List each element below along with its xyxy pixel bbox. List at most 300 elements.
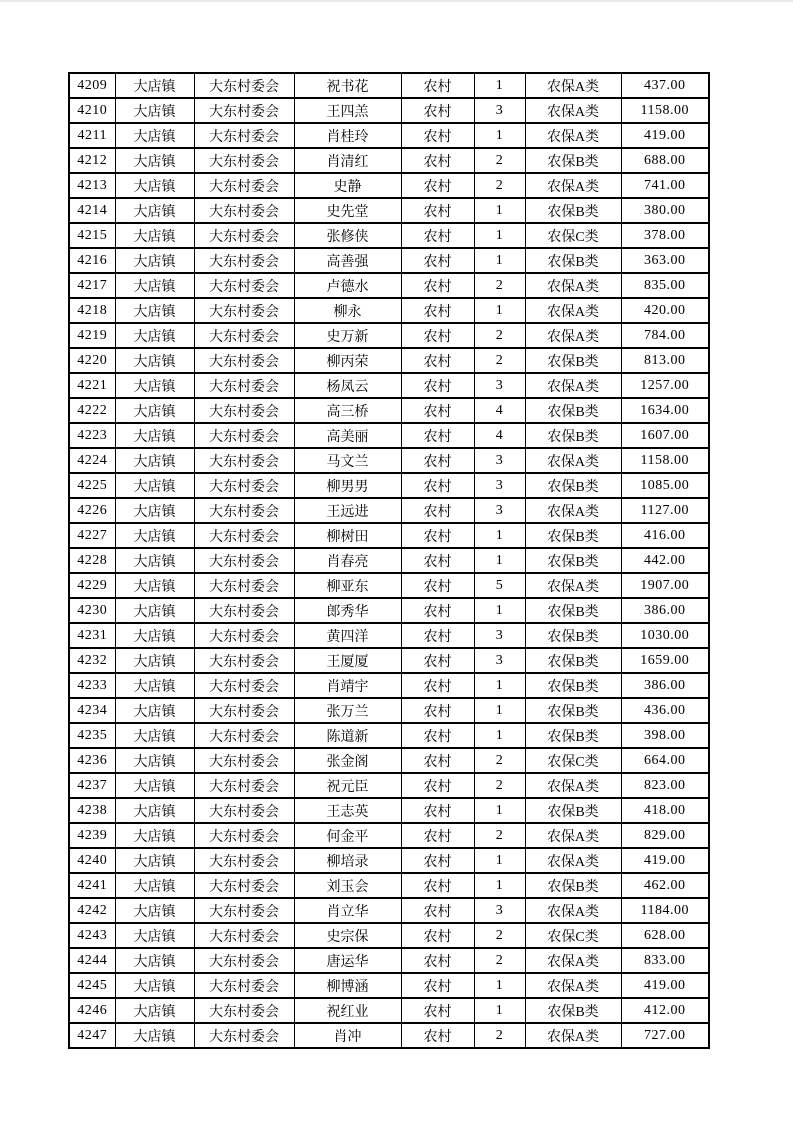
table-cell: 大东村委会 (194, 698, 294, 723)
table-cell: 大店镇 (115, 948, 194, 973)
table-cell: 2 (474, 348, 525, 373)
table-cell: 4214 (69, 198, 115, 223)
table-row (69, 223, 709, 248)
table-cell: 大东村委会 (194, 923, 294, 948)
table-cell: 1634.00 (621, 398, 709, 423)
table-row (69, 473, 709, 498)
table-cell: 农村 (401, 73, 474, 98)
table-cell: 祝书花 (294, 73, 401, 98)
table-cell: 419.00 (621, 973, 709, 998)
table-cell: 380.00 (621, 198, 709, 223)
table-cell: 大店镇 (115, 373, 194, 398)
table-cell: 1184.00 (621, 898, 709, 923)
table-cell: 3 (474, 623, 525, 648)
table-cell: 1 (474, 998, 525, 1023)
table-cell: 3 (474, 373, 525, 398)
table-cell: 大店镇 (115, 223, 194, 248)
table-cell: 农村 (401, 423, 474, 448)
table-cell: 农村 (401, 323, 474, 348)
table-cell: 卢德水 (294, 273, 401, 298)
table-cell: 大店镇 (115, 73, 194, 98)
table-cell: 农保B类 (525, 623, 621, 648)
table-cell: 3 (474, 648, 525, 673)
table-cell: 大东村委会 (194, 973, 294, 998)
table-cell: 农保B类 (525, 648, 621, 673)
table-cell: 农村 (401, 498, 474, 523)
table-cell: 823.00 (621, 773, 709, 798)
table-cell: 大店镇 (115, 448, 194, 473)
table-cell: 农保C类 (525, 923, 621, 948)
table-cell: 农村 (401, 698, 474, 723)
table-cell: 大东村委会 (194, 898, 294, 923)
table-cell: 农保A类 (525, 173, 621, 198)
table-cell: 农保A类 (525, 98, 621, 123)
table-row (69, 173, 709, 198)
table-cell: 农村 (401, 973, 474, 998)
table-cell: 柳男男 (294, 473, 401, 498)
table-row (69, 673, 709, 698)
table-cell: 陈道新 (294, 723, 401, 748)
table-cell: 肖桂玲 (294, 123, 401, 148)
table-cell: 农保A类 (525, 948, 621, 973)
table-cell: 1158.00 (621, 448, 709, 473)
table-cell: 农保A类 (525, 498, 621, 523)
table-row (69, 73, 709, 98)
table-cell: 4 (474, 423, 525, 448)
table-cell: 肖靖宇 (294, 673, 401, 698)
table-cell: 大店镇 (115, 748, 194, 773)
table-cell: 王四羔 (294, 98, 401, 123)
table-cell: 农村 (401, 873, 474, 898)
table-cell: 农村 (401, 773, 474, 798)
table-cell: 农村 (401, 173, 474, 198)
table-cell: 4230 (69, 598, 115, 623)
table-row (69, 573, 709, 598)
table-cell: 祝红业 (294, 998, 401, 1023)
table-cell: 363.00 (621, 248, 709, 273)
table-cell: 813.00 (621, 348, 709, 373)
table-cell: 农保C类 (525, 748, 621, 773)
table-cell: 大东村委会 (194, 623, 294, 648)
table-cell: 农村 (401, 598, 474, 623)
table-cell: 肖春亮 (294, 548, 401, 573)
table-cell: 王志英 (294, 798, 401, 823)
table-cell: 1 (474, 548, 525, 573)
table-cell: 2 (474, 823, 525, 848)
table-cell: 大店镇 (115, 823, 194, 848)
table-cell: 大店镇 (115, 598, 194, 623)
table-cell: 农保A类 (525, 848, 621, 873)
table-row (69, 898, 709, 923)
table-cell: 大东村委会 (194, 348, 294, 373)
table-cell: 4227 (69, 523, 115, 548)
table-cell: 农村 (401, 673, 474, 698)
table-row (69, 948, 709, 973)
table-cell: 农保C类 (525, 223, 621, 248)
table-cell: 大东村委会 (194, 673, 294, 698)
table-row (69, 698, 709, 723)
table-cell: 4237 (69, 773, 115, 798)
table-cell: 农村 (401, 223, 474, 248)
table-row (69, 773, 709, 798)
table-cell: 1 (474, 723, 525, 748)
table-cell: 农村 (401, 373, 474, 398)
table-cell: 张修侠 (294, 223, 401, 248)
table-cell: 1 (474, 223, 525, 248)
table-cell: 农保A类 (525, 823, 621, 848)
table-cell: 大店镇 (115, 848, 194, 873)
table-cell: 4231 (69, 623, 115, 648)
table-cell: 农保B类 (525, 398, 621, 423)
table-row (69, 98, 709, 123)
table-cell: 农保B类 (525, 998, 621, 1023)
table-cell: 农村 (401, 273, 474, 298)
table-cell: 大店镇 (115, 323, 194, 348)
table-cell: 农村 (401, 298, 474, 323)
table-cell: 3 (474, 98, 525, 123)
table-cell: 大东村委会 (194, 98, 294, 123)
table-cell: 4209 (69, 73, 115, 98)
table-row (69, 248, 709, 273)
table-cell: 1 (474, 673, 525, 698)
table-cell: 大东村委会 (194, 748, 294, 773)
table-cell: 农村 (401, 948, 474, 973)
table-cell: 2 (474, 173, 525, 198)
table-cell: 农保A类 (525, 448, 621, 473)
table-cell: 农保A类 (525, 1023, 621, 1048)
table-cell: 农保B类 (525, 523, 621, 548)
table-cell: 大东村委会 (194, 148, 294, 173)
table-cell: 农村 (401, 848, 474, 873)
table-cell: 农村 (401, 248, 474, 273)
table-cell: 农保A类 (525, 973, 621, 998)
table-cell: 1 (474, 523, 525, 548)
table-cell: 4241 (69, 873, 115, 898)
table-cell: 1 (474, 798, 525, 823)
table-cell: 4 (474, 398, 525, 423)
table-cell: 农保B类 (525, 473, 621, 498)
table-cell: 2 (474, 1023, 525, 1048)
table-cell: 418.00 (621, 798, 709, 823)
table-cell: 农保A类 (525, 298, 621, 323)
table-cell: 4221 (69, 373, 115, 398)
table-row (69, 723, 709, 748)
table-cell: 1127.00 (621, 498, 709, 523)
table-cell: 1030.00 (621, 623, 709, 648)
table-cell: 829.00 (621, 823, 709, 848)
table-cell: 1 (474, 198, 525, 223)
table-row (69, 448, 709, 473)
table-cell: 农村 (401, 523, 474, 548)
table-cell: 4246 (69, 998, 115, 1023)
table-cell: 398.00 (621, 723, 709, 748)
table-row (69, 423, 709, 448)
table-cell: 农保A类 (525, 898, 621, 923)
table-cell: 大东村委会 (194, 423, 294, 448)
table-cell: 大店镇 (115, 998, 194, 1023)
table-cell: 4212 (69, 148, 115, 173)
table-cell: 农保B类 (525, 673, 621, 698)
table-cell: 412.00 (621, 998, 709, 1023)
table-row (69, 598, 709, 623)
table-cell: 农村 (401, 623, 474, 648)
table-cell: 4234 (69, 698, 115, 723)
table-cell: 4229 (69, 573, 115, 598)
table-cell: 4211 (69, 123, 115, 148)
table-cell: 1 (474, 298, 525, 323)
table-cell: 442.00 (621, 548, 709, 573)
table-cell: 柳培录 (294, 848, 401, 873)
table-cell: 大东村委会 (194, 573, 294, 598)
table-cell: 大东村委会 (194, 198, 294, 223)
rural-insurance-payment-table (68, 72, 710, 1049)
table-cell: 419.00 (621, 848, 709, 873)
table-cell: 大店镇 (115, 623, 194, 648)
table-row (69, 323, 709, 348)
table-cell: 4228 (69, 548, 115, 573)
table-cell: 大东村委会 (194, 448, 294, 473)
table-row (69, 1023, 709, 1048)
table-cell: 王远进 (294, 498, 401, 523)
table-cell: 祝元臣 (294, 773, 401, 798)
table-cell: 4235 (69, 723, 115, 748)
table-cell: 肖立华 (294, 898, 401, 923)
table-row (69, 798, 709, 823)
table-cell: 大店镇 (115, 473, 194, 498)
table-cell: 柳永 (294, 298, 401, 323)
table-cell: 大店镇 (115, 573, 194, 598)
table-cell: 张金阁 (294, 748, 401, 773)
table-cell: 462.00 (621, 873, 709, 898)
table-row (69, 123, 709, 148)
table-cell: 大东村委会 (194, 73, 294, 98)
table-row (69, 298, 709, 323)
table-cell: 1 (474, 598, 525, 623)
table-cell: 大东村委会 (194, 848, 294, 873)
table-cell: 柳树田 (294, 523, 401, 548)
table-row (69, 973, 709, 998)
table-cell: 大店镇 (115, 923, 194, 948)
table-cell: 4216 (69, 248, 115, 273)
table-cell: 农村 (401, 398, 474, 423)
table-cell: 肖冲 (294, 1023, 401, 1048)
table-cell: 农保B类 (525, 598, 621, 623)
table-cell: 4233 (69, 673, 115, 698)
table-cell: 农保A类 (525, 73, 621, 98)
table-cell: 1 (474, 973, 525, 998)
table-cell: 柳博涵 (294, 973, 401, 998)
table-cell: 4247 (69, 1023, 115, 1048)
table-cell: 农保B类 (525, 873, 621, 898)
table-cell: 农村 (401, 123, 474, 148)
table-row (69, 398, 709, 423)
table-cell: 大东村委会 (194, 473, 294, 498)
table-row (69, 498, 709, 523)
table-cell: 黄四洋 (294, 623, 401, 648)
table-cell: 835.00 (621, 273, 709, 298)
table-cell: 4222 (69, 398, 115, 423)
table-cell: 农保B类 (525, 348, 621, 373)
table-row (69, 273, 709, 298)
table-cell: 大店镇 (115, 248, 194, 273)
table-cell: 柳亚东 (294, 573, 401, 598)
table-cell: 4220 (69, 348, 115, 373)
table-cell: 农保B类 (525, 548, 621, 573)
table-cell: 大店镇 (115, 173, 194, 198)
table-cell: 农保B类 (525, 248, 621, 273)
table-cell: 1 (474, 123, 525, 148)
table-cell: 农保A类 (525, 323, 621, 348)
table-cell: 大东村委会 (194, 248, 294, 273)
table-cell: 大东村委会 (194, 548, 294, 573)
table-cell: 2 (474, 148, 525, 173)
table-cell: 大东村委会 (194, 1023, 294, 1048)
table-cell: 大东村委会 (194, 173, 294, 198)
table-cell: 大店镇 (115, 498, 194, 523)
table-cell: 1907.00 (621, 573, 709, 598)
table-cell: 419.00 (621, 123, 709, 148)
table-cell: 大店镇 (115, 98, 194, 123)
table-cell: 4242 (69, 898, 115, 923)
table-cell: 大东村委会 (194, 373, 294, 398)
table-cell: 大店镇 (115, 198, 194, 223)
table-cell: 628.00 (621, 923, 709, 948)
table-cell: 大东村委会 (194, 998, 294, 1023)
table-cell: 农村 (401, 573, 474, 598)
table-cell: 大店镇 (115, 973, 194, 998)
table-cell: 农村 (401, 898, 474, 923)
table-cell: 农村 (401, 198, 474, 223)
table-cell: 4224 (69, 448, 115, 473)
table-cell: 大东村委会 (194, 798, 294, 823)
table-cell: 大东村委会 (194, 873, 294, 898)
table-cell: 大店镇 (115, 773, 194, 798)
table-cell: 农村 (401, 148, 474, 173)
table-cell: 大东村委会 (194, 398, 294, 423)
table-cell: 2 (474, 323, 525, 348)
table-cell: 3 (474, 448, 525, 473)
table-cell: 2 (474, 923, 525, 948)
table-cell: 农保A类 (525, 573, 621, 598)
table-cell: 农村 (401, 723, 474, 748)
table-cell: 4215 (69, 223, 115, 248)
table-cell: 农保B类 (525, 798, 621, 823)
table-cell: 4232 (69, 648, 115, 673)
table-cell: 5 (474, 573, 525, 598)
table-cell: 农保A类 (525, 373, 621, 398)
table-cell: 农保B类 (525, 198, 621, 223)
table-cell: 郎秀华 (294, 598, 401, 623)
table-cell: 1659.00 (621, 648, 709, 673)
table-cell: 4210 (69, 98, 115, 123)
table-cell: 1 (474, 873, 525, 898)
table-cell: 农村 (401, 98, 474, 123)
table-cell: 大东村委会 (194, 298, 294, 323)
table-cell: 437.00 (621, 73, 709, 98)
table-cell: 大店镇 (115, 348, 194, 373)
table-cell: 大东村委会 (194, 498, 294, 523)
table-cell: 大东村委会 (194, 273, 294, 298)
table-cell: 436.00 (621, 698, 709, 723)
table-cell: 刘玉会 (294, 873, 401, 898)
table-cell: 高美丽 (294, 423, 401, 448)
table-cell: 农村 (401, 448, 474, 473)
table-cell: 史先堂 (294, 198, 401, 223)
table-cell: 784.00 (621, 323, 709, 348)
table-cell: 农保B类 (525, 148, 621, 173)
table-cell: 4240 (69, 848, 115, 873)
table-cell: 3 (474, 473, 525, 498)
table-cell: 416.00 (621, 523, 709, 548)
table-cell: 420.00 (621, 298, 709, 323)
table-cell: 农村 (401, 1023, 474, 1048)
table-cell: 386.00 (621, 598, 709, 623)
table-row (69, 848, 709, 873)
table-row (69, 148, 709, 173)
table-cell: 史万新 (294, 323, 401, 348)
table-row (69, 198, 709, 223)
table-cell: 4244 (69, 948, 115, 973)
table-cell: 大店镇 (115, 148, 194, 173)
table-cell: 4243 (69, 923, 115, 948)
table-cell: 大东村委会 (194, 598, 294, 623)
table-cell: 大东村委会 (194, 123, 294, 148)
table-row (69, 648, 709, 673)
table-row (69, 623, 709, 648)
table-cell: 大店镇 (115, 898, 194, 923)
table-cell: 大东村委会 (194, 823, 294, 848)
table-cell: 4236 (69, 748, 115, 773)
table-cell: 2 (474, 748, 525, 773)
table-cell: 高善强 (294, 248, 401, 273)
table-cell: 大东村委会 (194, 523, 294, 548)
table-cell: 833.00 (621, 948, 709, 973)
table-cell: 农保B类 (525, 698, 621, 723)
table-cell: 农村 (401, 823, 474, 848)
table-cell: 大店镇 (115, 648, 194, 673)
table-row (69, 523, 709, 548)
table-cell: 664.00 (621, 748, 709, 773)
table-cell: 2 (474, 273, 525, 298)
table-cell: 大东村委会 (194, 723, 294, 748)
table-cell: 大店镇 (115, 873, 194, 898)
table-cell: 史静 (294, 173, 401, 198)
table-cell: 4218 (69, 298, 115, 323)
table-cell: 王厦厦 (294, 648, 401, 673)
table-body (69, 73, 709, 1048)
table-cell: 4245 (69, 973, 115, 998)
table-cell: 大店镇 (115, 398, 194, 423)
table-cell: 大东村委会 (194, 323, 294, 348)
table-cell: 4239 (69, 823, 115, 848)
table-cell: 1085.00 (621, 473, 709, 498)
table-row (69, 923, 709, 948)
table-cell: 肖清红 (294, 148, 401, 173)
table-cell: 1 (474, 698, 525, 723)
table-cell: 农村 (401, 998, 474, 1023)
table-cell: 4213 (69, 173, 115, 198)
table-cell: 大店镇 (115, 523, 194, 548)
table-cell: 农村 (401, 348, 474, 373)
table-cell: 柳丙荣 (294, 348, 401, 373)
table-cell: 3 (474, 498, 525, 523)
table-cell: 农村 (401, 748, 474, 773)
table-cell: 大店镇 (115, 698, 194, 723)
table-cell: 农村 (401, 798, 474, 823)
table-cell: 农保B类 (525, 723, 621, 748)
table-cell: 3 (474, 898, 525, 923)
table-cell: 大店镇 (115, 273, 194, 298)
